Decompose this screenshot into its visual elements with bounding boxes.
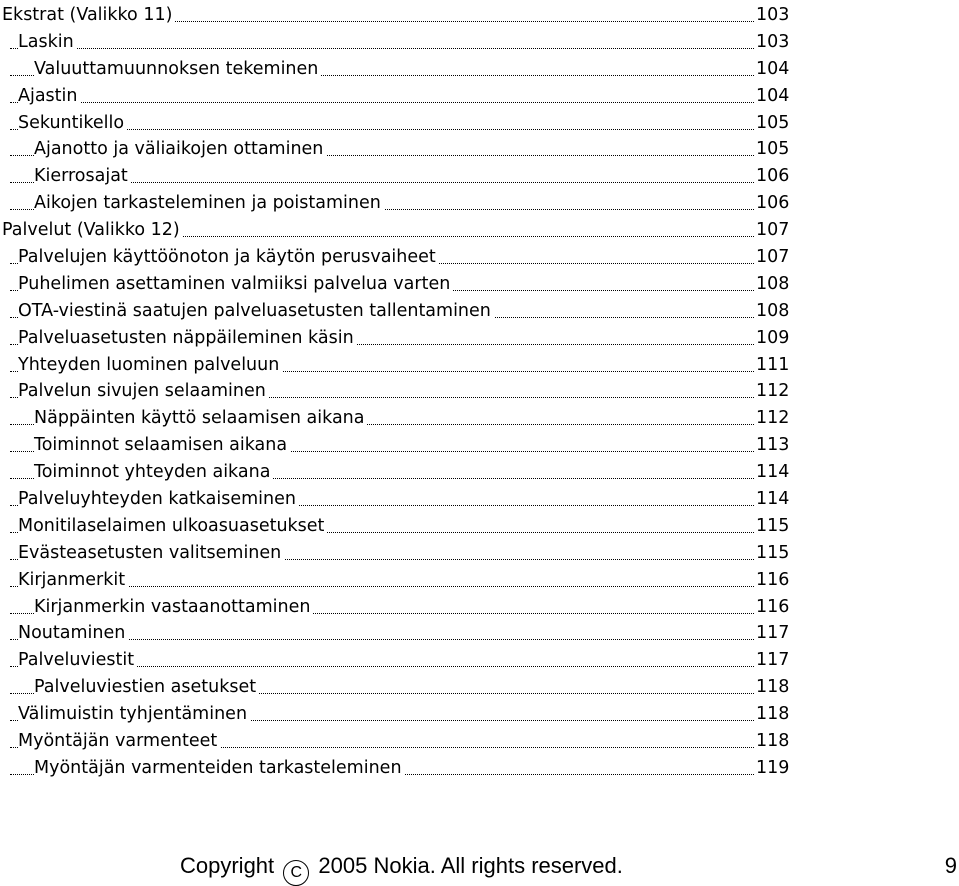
toc-entry-page: 113 bbox=[756, 435, 790, 456]
toc-entry-title: Ajanotto ja väliaikojen ottaminen bbox=[34, 137, 326, 161]
toc-entry-page: 118 bbox=[756, 731, 790, 752]
toc-entry-page: 112 bbox=[756, 408, 790, 429]
toc-entry-title: Ekstrat (Valikko 11) bbox=[2, 3, 175, 27]
toc-entry-title: Evästeasetusten valitseminen bbox=[18, 541, 284, 565]
toc-entry bbox=[0, 619, 800, 646]
toc-entry-title: Näppäinten käyttö selaamisen aikana bbox=[34, 406, 367, 430]
toc-entry-title: Välimuistin tyhjentäminen bbox=[18, 702, 250, 726]
toc-entry bbox=[0, 55, 800, 82]
toc-entry bbox=[0, 109, 800, 136]
toc-entry-page: 104 bbox=[756, 58, 790, 79]
toc-entry bbox=[0, 243, 800, 270]
toc-entry-page: 117 bbox=[756, 650, 790, 671]
toc-entry-title: Toiminnot yhteyden aikana bbox=[34, 460, 273, 484]
toc-entry-page: 108 bbox=[756, 273, 790, 294]
copyright-prefix: Copyright bbox=[180, 853, 275, 878]
toc-entry-page: 117 bbox=[756, 623, 790, 644]
toc-entry-page: 106 bbox=[756, 193, 790, 214]
toc-entry-page: 112 bbox=[756, 381, 790, 402]
toc-entry-title: Palvelut (Valikko 12) bbox=[2, 218, 183, 242]
toc-entry bbox=[0, 404, 800, 431]
toc-entry-page: 107 bbox=[756, 220, 790, 241]
copyright-icon: C bbox=[283, 860, 309, 886]
toc-entry bbox=[0, 324, 800, 351]
toc-entry-title: Noutaminen bbox=[18, 621, 128, 645]
toc-entry-page: 105 bbox=[756, 112, 790, 133]
toc-entry-title: Palveluyhteyden katkaiseminen bbox=[18, 487, 299, 511]
toc-entry-title: Palveluviestit bbox=[18, 648, 137, 672]
toc-entry bbox=[0, 82, 800, 109]
toc-entry-page: 104 bbox=[756, 85, 790, 106]
toc-entry-page: 119 bbox=[756, 757, 790, 778]
toc-entry-title: Myöntäjän varmenteet bbox=[18, 729, 220, 753]
toc-entry-title: Palveluviestien asetukset bbox=[34, 675, 259, 699]
toc-entry bbox=[0, 673, 800, 700]
toc-entry bbox=[0, 297, 800, 324]
toc-entry bbox=[0, 189, 800, 216]
toc-entry bbox=[0, 700, 800, 727]
toc-entry bbox=[0, 1, 800, 28]
toc-entry-title: Kierrosajat bbox=[34, 164, 131, 188]
toc-entry-title: Palvelun sivujen selaaminen bbox=[18, 379, 269, 403]
toc-entry-title: Toiminnot selaamisen aikana bbox=[34, 433, 290, 457]
toc-entry bbox=[0, 754, 800, 781]
table-of-contents bbox=[0, 1, 800, 781]
toc-entry-page: 107 bbox=[756, 247, 790, 268]
toc-entry-page: 109 bbox=[756, 327, 790, 348]
toc-entry-page: 115 bbox=[756, 542, 790, 563]
toc-entry bbox=[0, 593, 800, 620]
toc-entry-page: 106 bbox=[756, 166, 790, 187]
toc-entry-page: 108 bbox=[756, 300, 790, 321]
toc-entry bbox=[0, 162, 800, 189]
toc-entry-page: 114 bbox=[756, 489, 790, 510]
page-footer bbox=[0, 848, 959, 884]
toc-entry-title: Valuuttamuunnoksen tekeminen bbox=[34, 57, 321, 81]
toc-entry-title: Ajastin bbox=[18, 84, 81, 108]
dot-leader bbox=[10, 102, 754, 103]
toc-entry-page: 115 bbox=[756, 515, 790, 536]
toc-entry bbox=[0, 646, 800, 673]
toc-entry bbox=[0, 270, 800, 297]
toc-entry bbox=[0, 351, 800, 378]
toc-entry bbox=[0, 216, 800, 243]
toc-entry-page: 118 bbox=[756, 677, 790, 698]
toc-entry-title: Laskin bbox=[18, 30, 77, 54]
copyright-notice bbox=[180, 853, 623, 886]
toc-entry bbox=[0, 135, 800, 162]
toc-entry bbox=[0, 539, 800, 566]
toc-entry-title: Sekuntikello bbox=[18, 111, 127, 135]
toc-entry-title: Puhelimen asettaminen valmiiksi palvelua varten bbox=[18, 272, 453, 296]
toc-entry-title: Palvelujen käyttöönoton ja käytön perusvaiheet bbox=[18, 245, 439, 269]
toc-entry bbox=[0, 431, 800, 458]
toc-entry-title: Myöntäjän varmenteiden tarkasteleminen bbox=[34, 756, 405, 780]
toc-entry-page: 114 bbox=[756, 462, 790, 483]
toc-entry bbox=[0, 512, 800, 539]
toc-entry-page: 103 bbox=[756, 5, 790, 25]
toc-entry-page: 103 bbox=[756, 31, 790, 52]
toc-entry-page: 116 bbox=[756, 569, 790, 590]
toc-entry-title: Yhteyden luominen palveluun bbox=[18, 353, 282, 377]
toc-entry-page: 111 bbox=[756, 354, 790, 375]
toc-entry bbox=[0, 458, 800, 485]
toc-entry bbox=[0, 485, 800, 512]
toc-entry bbox=[0, 727, 800, 754]
toc-entry-page: 105 bbox=[756, 139, 790, 160]
toc-entry bbox=[0, 28, 800, 55]
toc-entry bbox=[0, 566, 800, 593]
toc-entry-title: OTA-viestinä saatujen palveluasetusten tallentaminen bbox=[18, 299, 494, 323]
toc-entry-title: Kirjanmerkit bbox=[18, 568, 128, 592]
toc-entry-page: 116 bbox=[756, 596, 790, 617]
page-number: 9 bbox=[944, 853, 957, 878]
toc-entry-page: 118 bbox=[756, 704, 790, 725]
dot-leader bbox=[10, 48, 754, 49]
toc-entry-title: Kirjanmerkin vastaanottaminen bbox=[34, 595, 313, 619]
copyright-text: 2005 Nokia. All rights reserved. bbox=[318, 853, 623, 878]
toc-entry-title: Monitilaselaimen ulkoasuasetukset bbox=[18, 514, 327, 538]
toc-entry bbox=[0, 377, 800, 404]
toc-entry-title: Aikojen tarkasteleminen ja poistaminen bbox=[34, 191, 384, 215]
toc-entry-title: Palveluasetusten näppäileminen käsin bbox=[18, 326, 357, 350]
